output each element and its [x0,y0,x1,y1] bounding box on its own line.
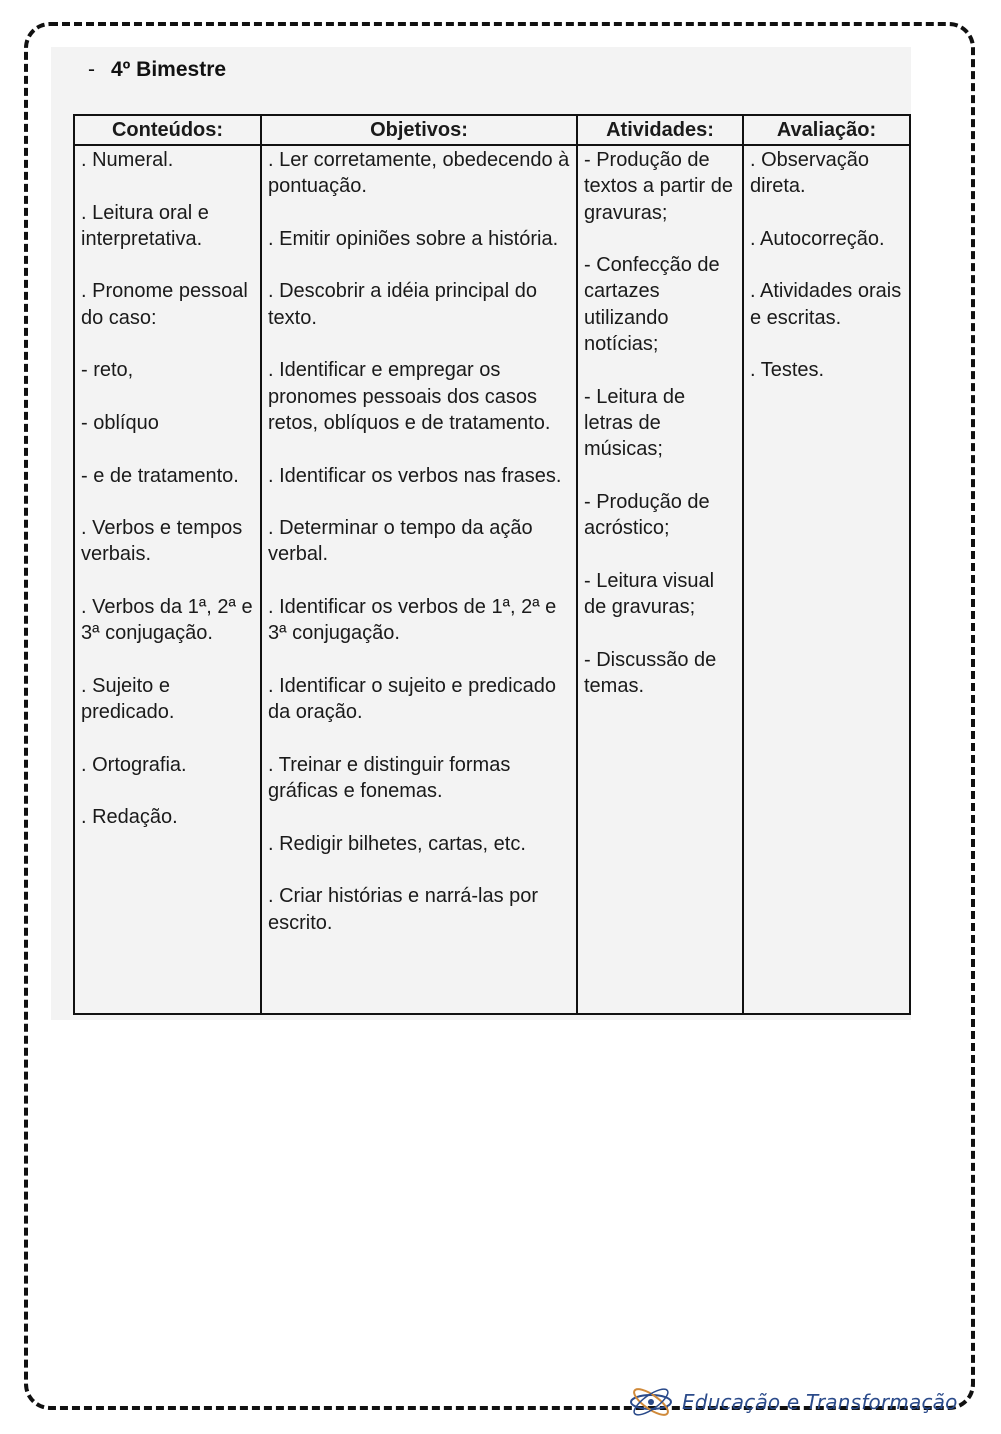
avaliacao-item: . Testes. [750,359,825,382]
objetivo-item: . Criar histórias e narrá-las por escrito. [268,885,539,934]
conteudo-item: . Redação. [81,806,178,829]
atividade-item: - Confecção de cartazes utilizando notícias; [584,254,720,356]
atividade-item: - Produção de acróstico; [584,490,710,540]
objetivo-item: . Identificar os verbos de 1ª, 2ª e 3ª conjugação. [268,596,557,645]
conteudo-item: . Ortografia. [81,753,187,776]
objetivo-item: . Identificar os verbos nas frases. [268,464,562,487]
conteudo-item: - reto, [81,359,134,382]
header-avaliacao: Avaliação: [743,115,910,145]
cell-avaliacao [743,145,910,1014]
atom-logo-icon [628,1386,674,1418]
section-heading [88,58,226,82]
objetivo-item: . Determinar o tempo da ação verbal. [268,517,533,566]
header-atividades: Atividades: [577,115,743,145]
conteudo-item: . Verbos da 1ª, 2ª e 3ª conjugação. [81,596,253,645]
conteudo-item: - e de tratamento. [81,464,239,487]
section-title: 4º Bimestre [111,58,227,81]
conteudo-item: - oblíquo [81,411,159,434]
objetivo-item: . Treinar e distinguir formas gráficas e fonemas. [268,753,511,803]
conteudo-item: . Verbos e tempos verbais. [81,517,243,566]
heading-bullet: - [88,58,95,81]
objetivo-item: . Redigir bilhetes, cartas, etc. [268,832,526,855]
table-header-row [74,115,910,145]
atividade-item: - Leitura visual de gravuras; [584,569,715,619]
conteudo-item: . Leitura oral e interpretativa. [81,201,209,250]
objetivo-item: . Identificar o sujeito e predicado da oração. [268,674,556,724]
atividade-item: - Produção de textos a partir de gravuras; [584,149,733,224]
avaliacao-item: . Autocorreção. [750,227,885,250]
table-body-row [74,145,910,1014]
header-conteudos: Conteúdos: [74,115,261,145]
avaliacao-item: . Atividades orais e escritas. [750,280,902,329]
atividade-item: - Discussão de temas. [584,648,717,697]
objetivo-item: . Identificar e empregar os pronomes pessoais dos casos retos, oblíquos e de tratamento. [268,359,551,434]
objetivo-item: . Ler corretamente, obedecendo à pontuação. [268,149,570,198]
conteudo-item: . Sujeito e predicado. [81,674,175,724]
cell-objetivos [261,145,577,1014]
footer-brand [628,1385,958,1419]
avaliacao-item: . Observação direta. [750,149,869,198]
cell-atividades [577,145,743,1014]
brand-name: Educação e Transformação [682,1390,958,1414]
lesson-plan-table [73,114,911,1015]
conteudo-item: . Numeral. [81,149,174,171]
conteudo-item: . Pronome pessoal do caso: [81,280,248,329]
objetivo-item: . Descobrir a idéia principal do texto. [268,280,538,329]
header-objetivos: Objetivos: [261,115,577,145]
cell-conteudos [74,145,261,1014]
objetivo-item: . Emitir opiniões sobre a história. [268,227,559,250]
atividade-item: - Leitura de letras de músicas; [584,385,686,461]
